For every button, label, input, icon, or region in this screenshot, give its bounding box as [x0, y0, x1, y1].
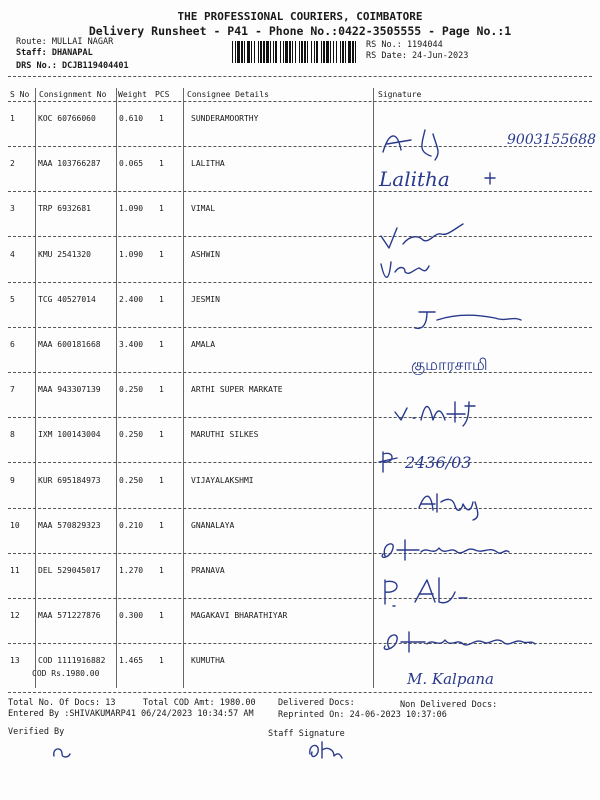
col-header-consignment: Consignment No	[39, 90, 107, 99]
row-consignment-no: KMU 2541320	[38, 249, 91, 259]
company-title: THE PROFESSIONAL COURIERS, COIMBATORE	[177, 10, 423, 23]
row-consignee: VIMAL	[191, 204, 216, 214]
row-consignment-no: MAA 600181668	[38, 340, 101, 349]
row-cod-note: COD Rs.1980.00	[32, 669, 100, 679]
rs-date: RS Date: 24-Jun-2023	[366, 51, 469, 61]
signature-2-text: Lalitha	[379, 167, 450, 191]
delivered-docs: Delivered Docs:	[278, 698, 355, 708]
staff-label: Staff: DHANAPAL	[16, 48, 93, 58]
row-consignee: LALITHA	[191, 159, 225, 169]
row-consignment-no: KOC 60766060	[38, 114, 96, 123]
total-docs: Total No. Of Docs: 13	[8, 698, 116, 708]
signature-13-text: M. Kalpana	[407, 670, 494, 688]
row-sno: 1	[10, 114, 15, 123]
row-pcs: 1	[159, 430, 164, 440]
row-sno: 8	[10, 430, 15, 440]
row-consignee: JESMIN	[191, 294, 220, 304]
signature-row-13	[375, 660, 585, 700]
signature-row-10	[375, 528, 585, 568]
row-pcs: 1	[159, 566, 164, 575]
route-label: Route: MULLAI NAGAR	[16, 37, 114, 47]
row-consignment-no: TCG 40527014	[38, 294, 96, 304]
row-consignee: VIJAYALAKSHMI	[191, 475, 254, 485]
row-sno: 10	[10, 520, 20, 530]
signature-1-phone: 9003155688	[507, 132, 597, 148]
row-consignment-no: IXM 100143004	[38, 430, 101, 440]
row-pcs: 1	[159, 159, 164, 169]
row-consignment-no: MAA 103766287	[38, 159, 101, 169]
row-pcs: 1	[159, 475, 164, 485]
row-weight: 3.400	[119, 340, 144, 349]
row-consignee: MARUTHI SILKES	[191, 430, 259, 440]
signature-row-1	[375, 122, 597, 162]
row-pcs: 1	[159, 294, 164, 304]
row-weight: 1.090	[119, 204, 144, 214]
row-weight: 0.250	[119, 475, 144, 485]
rs-number: RS No.: 1194044	[366, 40, 443, 50]
row-consignee: ASHWIN	[191, 249, 220, 259]
row-consignee: GNANALAYA	[191, 520, 235, 530]
col-header-pcs: PCS	[155, 90, 170, 99]
col-header-signature: Signature	[378, 90, 422, 99]
row-sno: 5	[10, 294, 15, 304]
signature-row-3	[375, 214, 585, 254]
row-weight: 1.090	[119, 249, 144, 259]
row-pcs: 1	[159, 249, 164, 259]
row-consignment-no: MAA 943307139	[38, 385, 101, 395]
header-divider-bottom	[8, 101, 592, 102]
row-weight: 1.270	[119, 566, 144, 575]
row-weight: 2.400	[119, 294, 144, 304]
row-consignment-no: MAA 570829323	[38, 520, 101, 530]
col-header-sno: S No	[10, 90, 30, 99]
row-pcs: 1	[159, 656, 164, 666]
col-header-consignee: Consignee Details	[187, 90, 269, 99]
row-consignee: ARTHI SUPER MARKATE	[191, 385, 283, 395]
row-consignment-no: TRP 6932681	[38, 204, 91, 214]
row-weight: 0.065	[119, 159, 144, 169]
staff-signature-mark	[304, 738, 344, 762]
row-sno: 6	[10, 340, 15, 349]
row-pcs: 1	[159, 204, 164, 214]
verified-by: Verified By	[8, 727, 65, 737]
verifier-signature	[48, 742, 78, 762]
row-pcs: 1	[159, 114, 164, 123]
signature-8-text: 2436/03	[405, 453, 472, 472]
row-pcs: 1	[159, 385, 164, 395]
col-header-weight: Weight	[118, 90, 147, 99]
row-consignee: KUMUTHA	[191, 656, 225, 666]
total-cod: Total COD Amt: 1980.00	[143, 698, 256, 708]
row-consignee: SUNDERAMOORTHY	[191, 114, 259, 123]
row-sno: 9	[10, 475, 15, 485]
row-sno: 11	[10, 566, 20, 575]
signature-row-9	[375, 482, 585, 522]
row-consignee: PRANAVA	[191, 566, 225, 575]
staff-signature-label: Staff Signature	[268, 729, 345, 739]
row-sno: 12	[10, 611, 20, 621]
row-weight: 0.610	[119, 114, 144, 123]
signature-row-6	[375, 344, 585, 384]
signature-row-4	[375, 252, 585, 292]
signature-row-7	[375, 392, 585, 432]
drs-number: DRS No.: DCJB119404401	[16, 61, 129, 71]
row-weight: 1.465	[119, 656, 144, 666]
signature-row-8	[375, 440, 585, 480]
row-pcs: 1	[159, 611, 164, 621]
barcode-image	[232, 41, 358, 63]
non-delivered-docs: Non Delivered Docs:	[400, 700, 498, 710]
runsheet-subtitle: Delivery Runsheet - P41 - Phone No.:0422-3505555 - Page No.:1	[88, 24, 512, 38]
row-sno: 2	[10, 159, 15, 169]
signature-row-11	[375, 572, 585, 612]
row-weight: 0.250	[119, 385, 144, 395]
row-weight: 0.250	[119, 430, 144, 440]
row-consignment-no: MAA 571227876	[38, 611, 101, 621]
signature-row-12	[375, 620, 585, 660]
row-sno: 13	[10, 656, 20, 666]
signature-row-5	[375, 300, 585, 340]
reprinted-on: Reprinted On: 24-06-2023 10:37:06	[278, 710, 447, 720]
entered-by: Entered By :SHIVAKUMARP41 06/24/2023 10:34:57 AM	[8, 709, 254, 719]
header-divider-top	[8, 76, 592, 77]
row-weight: 0.210	[119, 520, 144, 530]
row-consignee: AMALA	[191, 340, 216, 349]
row-consignee: MAGAKAVI BHARATHIYAR	[191, 611, 288, 621]
row-sno: 3	[10, 204, 15, 214]
row-pcs: 1	[159, 340, 164, 349]
row-sno: 4	[10, 249, 15, 259]
signature-6-text: குமாரசாமி	[411, 355, 488, 374]
row-pcs: 1	[159, 520, 164, 530]
row-sno: 7	[10, 385, 15, 395]
footer-divider	[8, 692, 592, 693]
row-consignment-no: COD 1111916882	[38, 656, 106, 666]
signature-row-2	[375, 158, 585, 198]
row-consignment-no: KUR 695184973	[38, 475, 101, 485]
row-weight: 0.300	[119, 611, 144, 621]
row-consignment-no: DEL 529045017	[38, 566, 101, 575]
